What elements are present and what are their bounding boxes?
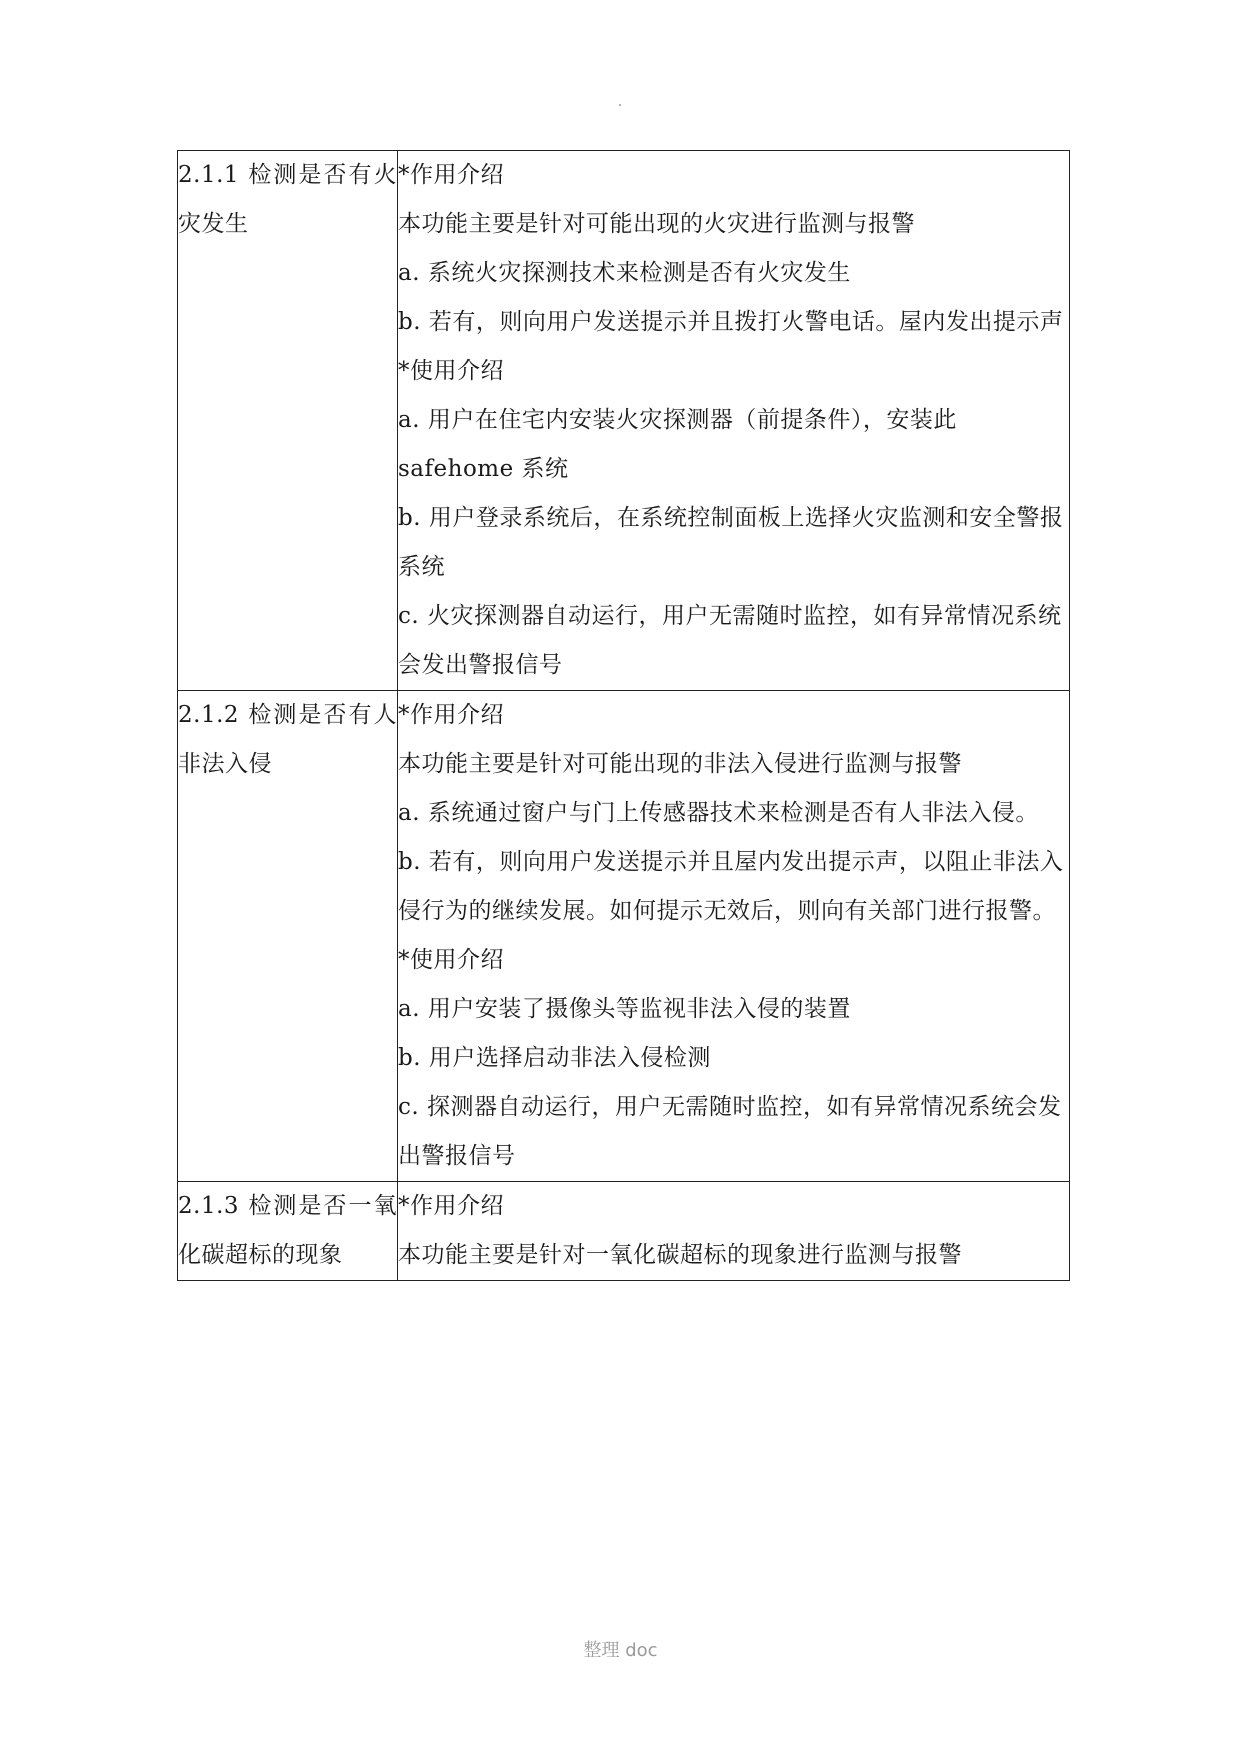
description-line: a. 用户安装了摄像头等监视非法入侵的装置 [398,996,851,1022]
description-line: *作用介绍 [398,1193,504,1219]
description-line: b. 用户选择启动非法入侵检测 [398,1045,711,1071]
feature-description-cell [398,691,1070,1182]
feature-title-cell [178,691,398,1182]
description-line: b. 若有，则向用户发送提示并且拨打火警电话。屋内发出提示声 [398,309,1064,335]
description-line: b. 若有，则向用户发送提示并且屋内发出提示声，以阻止非法入侵行为的继续发展。如何提示无效后，则向有关部门进行报警。 [398,849,1064,924]
description-line: *使用介绍 [398,947,504,973]
feature-description-cell [398,1182,1070,1281]
description-line: b. 用户登录系统后，在系统控制面板上选择火灾监测和安全警报系统 [398,505,1064,580]
table-row [178,1182,1070,1281]
description-line: *作用介绍 [398,702,504,728]
feature-table [177,150,1070,1281]
header-dot [619,104,621,106]
description-line: a. 用户在住宅内安装火灾探测器（前提条件），安装此 safehome 系统 [398,407,957,482]
feature-title-cell [178,1182,398,1281]
description-line: a. 系统通过窗户与门上传感器技术来检测是否有人非法入侵。 [398,800,1039,826]
table-row [178,691,1070,1182]
feature-title-cell [178,151,398,691]
page-footer: 整理 doc [583,1640,658,1661]
description-line: *作用介绍 [398,162,504,188]
feature-description-cell [398,151,1070,691]
feature-title: 2.1.2 检测是否有人非法入侵 [178,702,397,777]
description-line: c. 探测器自动运行，用户无需随时监控，如有异常情况系统会发出警报信号 [398,1094,1062,1169]
description-line: 本功能主要是针对可能出现的火灾进行监测与报警 [398,211,915,237]
feature-title: 2.1.3 检测是否一氧化碳超标的现象 [178,1193,397,1268]
description-line: 本功能主要是针对一氧化碳超标的现象进行监测与报警 [398,1242,962,1268]
description-line: c. 火灾探测器自动运行，用户无需随时监控，如有异常情况系统会发出警报信号 [398,603,1062,678]
description-line: a. 系统火灾探测技术来检测是否有火灾发生 [398,260,851,286]
description-line: 本功能主要是针对可能出现的非法入侵进行监测与报警 [398,751,962,777]
description-line: *使用介绍 [398,358,504,384]
feature-title: 2.1.1 检测是否有火灾发生 [178,162,397,237]
table-row [178,151,1070,691]
